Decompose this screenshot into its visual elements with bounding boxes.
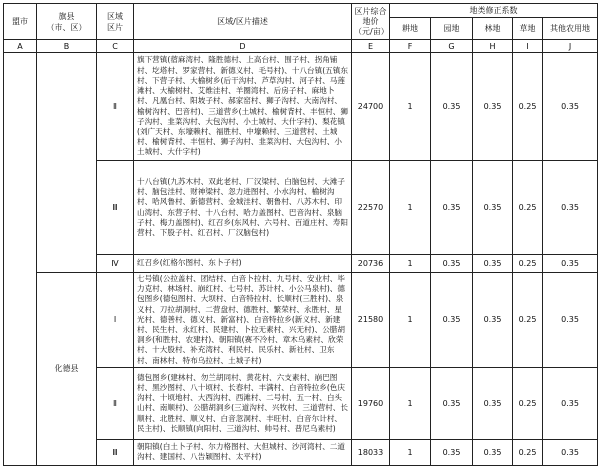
garden-cell: 0.35 bbox=[431, 161, 473, 255]
letter-h: H bbox=[473, 40, 513, 53]
other-cell: 0.35 bbox=[543, 439, 598, 465]
letter-j: J bbox=[543, 40, 598, 53]
header-row-1 bbox=[4, 4, 598, 18]
zone-cell: Ⅰ bbox=[97, 273, 134, 368]
letter-d: D bbox=[134, 40, 352, 53]
zone-cell: Ⅱ bbox=[97, 53, 134, 161]
zone-cell: Ⅳ bbox=[97, 255, 134, 273]
garden-cell: 0.35 bbox=[431, 273, 473, 368]
grass-cell: 0.25 bbox=[513, 439, 543, 465]
header-price: 区片综合 地价 （元/亩） bbox=[352, 4, 390, 40]
letter-row bbox=[4, 40, 598, 53]
other-cell: 0.35 bbox=[543, 273, 598, 368]
header-other: 其他农用地 bbox=[543, 18, 598, 40]
header-league: 盟市 bbox=[4, 4, 37, 40]
header-coef-group: 地类修正系数 bbox=[390, 4, 598, 18]
letter-e: E bbox=[352, 40, 390, 53]
table-row bbox=[4, 273, 598, 368]
header-cultivated: 耕地 bbox=[390, 18, 431, 40]
cultivated-cell: 1 bbox=[390, 53, 431, 161]
cultivated-cell: 1 bbox=[390, 255, 431, 273]
other-cell: 0.35 bbox=[543, 255, 598, 273]
banner-cell-1 bbox=[37, 53, 97, 273]
cultivated-cell: 1 bbox=[390, 367, 431, 439]
header-garden: 园地 bbox=[431, 18, 473, 40]
price-cell: 19760 bbox=[352, 367, 390, 439]
zone-cell: Ⅲ bbox=[97, 439, 134, 465]
price-cell: 18033 bbox=[352, 439, 390, 465]
zone-cell: Ⅱ bbox=[97, 367, 134, 439]
header-banner: 旗县 （市、区） bbox=[37, 4, 97, 40]
forest-cell: 0.35 bbox=[473, 255, 513, 273]
forest-cell: 0.35 bbox=[473, 53, 513, 161]
desc-cell: 德包图乡(建林村、勿兰胡同村、黄花村、六支素村、崩巴图村、黑沙图村、八十顷村、长春村、丰满村、白音特拉乡(色庆沟村、十顷地村、大西沟村、西滩村、二号村、五一村、白头山村、南顺村)、公腊胡洞乡(三道沟村、兴牧村、三道营村、长顺村、北胜村、顺义村、白音忽洞村、丰旺村、白音尔计村、民主村)、长顺镇(向阳村、三道沟村、帅号村、普尼乌素村) bbox=[134, 367, 352, 439]
price-cell: 21580 bbox=[352, 273, 390, 368]
letter-c: C bbox=[97, 40, 134, 53]
cultivated-cell: 1 bbox=[390, 161, 431, 255]
desc-cell: 十八台镇(九苏木村、双此老村、厂汉梁村、白脑包村、大滩子村、脑包洼村、财神梁村、忽力进图村、小水沟村、榆树沟村、哈风鲁村、新德营村、金城洼村、朝鲁村、八苏木村、印山湾村、东营子村、十八台村、哈力盖图村、巴音沟村、泉脑子村、梅力盖图村)、红召乡(东风村、六号村、百道庄村、寿阳营村、下股子村、红召村、厂汉脑包村) bbox=[134, 161, 352, 255]
garden-cell: 0.35 bbox=[431, 255, 473, 273]
price-cell: 22570 bbox=[352, 161, 390, 255]
letter-i: I bbox=[513, 40, 543, 53]
price-cell: 24700 bbox=[352, 53, 390, 161]
header-forest: 林地 bbox=[473, 18, 513, 40]
desc-cell: 七号镇(公拉盖村、团结村、白音卜拉村、九号村、安业村、毕力克村、林场村、崩红村、七号村、苏计村、小公马泉村)、德包图乡(德包图村、大坝村、白音特拉村、长顺村(三胜村)、泉义村、刀拉胡洞村、二营盘村、德胜村、繁荣村、永胜村、星光村、德善村、德义村、新富村)、白音特拉乡(新义村、新建村、民生村、永红村、民建村、卜拉无素村、兴无村)、公腊胡洞乡(和胜村、农建村)、朝阳镇(赛不冷村、章木乌素村、欣荣村、十大股村、补充湾村、利民村、民乐村、新社村、卫东村、南林村、特布乌拉村、土城子村) bbox=[134, 273, 352, 368]
forest-cell: 0.35 bbox=[473, 161, 513, 255]
table-row bbox=[4, 53, 598, 161]
other-cell: 0.35 bbox=[543, 161, 598, 255]
forest-cell: 0.35 bbox=[473, 367, 513, 439]
letter-g: G bbox=[431, 40, 473, 53]
grass-cell: 0.25 bbox=[513, 367, 543, 439]
grass-cell: 0.25 bbox=[513, 53, 543, 161]
other-cell: 0.35 bbox=[543, 367, 598, 439]
desc-cell: 红召乡(红格尔图村、东卜子村) bbox=[134, 255, 352, 273]
header-grass: 草地 bbox=[513, 18, 543, 40]
desc-cell: 朝阳镇(白土卜子村、尔力格图村、大但城村、沙河湾村、二道沟村、建国村、八告颖图村、太平村) bbox=[134, 439, 352, 465]
zone-cell: Ⅲ bbox=[97, 161, 134, 255]
league-cell bbox=[4, 53, 37, 466]
price-cell: 20736 bbox=[352, 255, 390, 273]
letter-f: F bbox=[390, 40, 431, 53]
grass-cell: 0.25 bbox=[513, 273, 543, 368]
header-desc: 区域/区片描述 bbox=[134, 4, 352, 40]
garden-cell: 0.35 bbox=[431, 53, 473, 161]
header-zone: 区域 区片 bbox=[97, 4, 134, 40]
cultivated-cell: 1 bbox=[390, 439, 431, 465]
garden-cell: 0.35 bbox=[431, 367, 473, 439]
letter-a: A bbox=[4, 40, 37, 53]
county-name: 化德县 bbox=[37, 273, 97, 466]
desc-cell: 旗下营镇(蓿麻湾村、隆胜德村、上高台村、围子村、拐角铺村、圪塔村、罗家营村、新德义村、毛号村)、十八台镇(五镇东村、下营子村、大榆树乡(后干沟村、芦草沟村、河子村、马莲滩村、大榆树村、艾维洼村、羊圈湾村、后房子村、麻地卜村、凡凰台村、阳坡子村、郝家窑村、狮子沟村、大南沟村、榆树沟村、巴音村)、三道营乡(土城村、榆树背村、丰恒村、狮子沟村、韭菜沟村、大包沟村、小土城村、大什字村)、梨花镇(刘广天村、东壕赖村、福胜村、中壕赖村、三道营村、土城村、榆树背村、丰恒村、狮子沟村、韭菜沟村、大包沟村、小土城村、大什字村) bbox=[134, 53, 352, 161]
forest-cell: 0.35 bbox=[473, 439, 513, 465]
grass-cell: 0.25 bbox=[513, 161, 543, 255]
forest-cell: 0.35 bbox=[473, 273, 513, 368]
other-cell: 0.35 bbox=[543, 53, 598, 161]
garden-cell: 0.35 bbox=[431, 439, 473, 465]
land-price-table bbox=[3, 3, 598, 466]
letter-b: B bbox=[37, 40, 97, 53]
cultivated-cell: 1 bbox=[390, 273, 431, 368]
grass-cell: 0.25 bbox=[513, 255, 543, 273]
